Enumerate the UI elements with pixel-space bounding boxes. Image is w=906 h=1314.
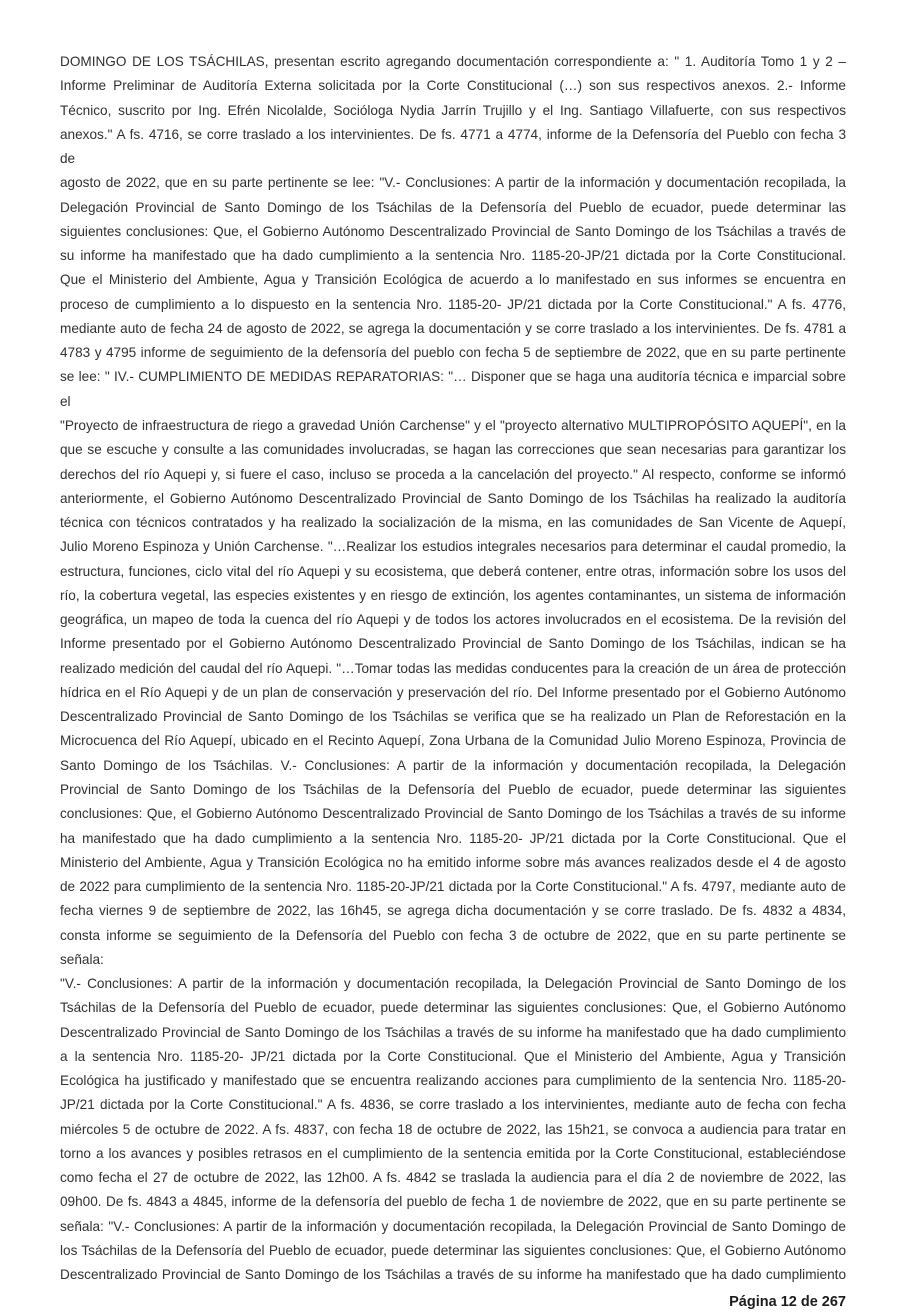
text-line: Técnico, suscrito por Ing. Efrén Nicolalde, Socióloga Nydia Jarrín Trujillo y el Ing. Santiago Villafuerte, con sus respectivos — [60, 102, 846, 118]
text-line: a la sentencia Nro. 1185-20- JP/21 dictada por la Corte Constitucional. Que el Ministerio del Ambiente, Agua y Transición — [60, 1048, 846, 1064]
text-line: "V.- Conclusiones: A partir de la información y documentación recopilada, la Delegación Provincial de Santo Domingo de los — [60, 976, 846, 992]
text-line: los Tsáchilas de la Defensoría del Pueblo de ecuador, puede determinar las siguientes conclusiones: Que, el Gobierno Autónomo — [60, 1243, 846, 1259]
text-line: proceso de cumplimiento a lo dispuesto en la sentencia Nro. 1185-20- JP/21 dictada por la Corte Constitucional." A fs. 4776, — [60, 296, 846, 312]
text-line: Ministerio del Ambiente, Agua y Transición Ecológica no ha emitido informe sobre más avances realizados desde el 4 de agosto — [60, 854, 846, 870]
text-line: geográfica, un mapeo de toda la cuenca del río Aquepi y de todos los actores involucrados en el ecosistema. De la revisión del — [60, 612, 846, 628]
text-line: río, la cobertura vegetal, las especies existentes y en riesgo de extinción, los agentes contaminantes, un sistema de información — [60, 587, 846, 603]
text-line: torno a los avances y posibles retrasos en el cumplimiento de la sentencia emitida por la Corte Constitucional, estableciéndose — [60, 1145, 846, 1161]
text-line: Julio Moreno Espinoza y Unión Carchense. "…Realizar los estudios integrales necesarios para determinar el caudal promedio, la — [60, 539, 846, 555]
text-line: Microcuenca del Río Aquepí, ubicado en el Recinto Aquepí, Zona Urbana de la Comunidad Julio Moreno Espinoza, Provincia de — [60, 733, 846, 749]
text-line: Delegación Provincial de Santo Domingo de los Tsáchilas de la Defensoría del Pueblo de ecuador, puede determinar las — [60, 199, 846, 215]
text-line: Provincial de Santo Domingo de los Tsáchilas de la Defensoría del Pueblo de ecuador, puede determinar las siguientes — [60, 781, 846, 797]
page-number: Página 12 de 267 — [729, 1293, 846, 1310]
text-line: JP/21 dictada por la Corte Constitucional." A fs. 4836, se corre traslado a los intervinientes, mediante auto de fecha con fecha — [60, 1097, 846, 1113]
text-line: "Proyecto de infraestructura de riego a gravedad Unión Carchense" y el "proyecto alternativo MULTIPROPÓSITO AQUEPÍ", en la — [60, 417, 846, 433]
text-line: consta informe se seguimiento de la Defensoría del Pueblo con fecha 3 de octubre de 2022, que en su parte pertinente se señala: — [60, 927, 846, 967]
text-line: fecha viernes 9 de septiembre de 2022, las 16h45, se agrega dicha documentación y se corre traslado. De fs. 4832 a 4834, — [60, 903, 846, 919]
text-line: como fecha el 27 de octubre de 2022, las 12h00. A fs. 4842 se traslada la audiencia para el día 2 de noviembre de 2022, las — [60, 1170, 846, 1186]
text-line: Informe presentado por el Gobierno Autónomo Descentralizado Provincial de Santo Domingo de los Tsáchilas, indican se ha — [60, 636, 846, 652]
text-line: de 2022 para cumplimiento de la sentencia Nro. 1185-20-JP/21 dictada por la Corte Constitucional." A fs. 4797, mediante auto de — [60, 879, 846, 895]
text-line: Descentralizado Provincial de Santo Domingo de los Tsáchilas a través de su informe ha manifestado que ha dado cumplimiento — [60, 1267, 846, 1283]
text-line: anexos." A fs. 4716, se corre traslado a los intervinientes. De fs. 4771 a 4774, informe de la Defensoría del Pueblo con fecha 3 de — [60, 126, 846, 167]
text-line: agosto de 2022, que en su parte pertinente se lee: "V.- Conclusiones: A partir de la información y documentación recopilada, la — [60, 175, 846, 191]
text-line: se lee: " IV.- CUMPLIMIENTO DE MEDIDAS REPARATORIAS: "… Disponer que se haga una auditoría técnica e imparcial sobre el — [60, 369, 846, 409]
text-line: mediante auto de fecha 24 de agosto de 2022, se agrega la documentación y se corre traslado a los intervinientes. De fs. 4781 a — [60, 320, 846, 336]
text-line: Que el Ministerio del Ambiente, Agua y Transición Ecológica de acuerdo a lo manifestado en sus informes se encuentra en — [60, 272, 846, 288]
text-line: que se escuche y consulte a las comunidades involucradas, se hagan las correcciones que sean necesarias para garantizar los — [60, 442, 846, 458]
text-line: Tsáchilas de la Defensoría del Pueblo de ecuador, puede determinar las siguientes conclusiones: Que, el Gobierno Autónomo — [60, 1000, 846, 1016]
text-line: Descentralizado Provincial de Santo Domingo de los Tsáchilas se verifica que se ha realizado un Plan de Reforestación en la — [60, 709, 846, 725]
text-line: Descentralizado Provincial de Santo Domingo de los Tsáchilas a través de su informe ha manifestado que ha dado cumplimiento — [60, 1024, 846, 1040]
text-line: miércoles 5 de octubre de 2022. A fs. 4837, con fecha 18 de octubre de 2022, las 15h21, se convoca a audiencia para tratar en — [60, 1121, 846, 1137]
text-line: señala: "V.- Conclusiones: A partir de la información y documentación recopilada, la Delegación Provincial de Santo Domingo de — [60, 1218, 846, 1234]
text-line: siguientes conclusiones: Que, el Gobierno Autónomo Descentralizado Provincial de Santo Domingo de los Tsáchilas a través de — [60, 223, 846, 239]
text-line: realizado medición del caudal del río Aquepi. "…Tomar todas las medidas conducentes para la creación de un área de protección — [60, 660, 846, 676]
document-body — [60, 50, 846, 1288]
text-line: Informe Preliminar de Auditoría Externa solicitada por la Corte Constitucional (…) son sus respectivos anexos. 2.- Informe — [60, 78, 846, 94]
text-line: anteriormente, el Gobierno Autónomo Descentralizado Provincial de Santo Domingo de los Tsáchilas ha realizado la auditoría — [60, 490, 846, 506]
text-line: conclusiones: Que, el Gobierno Autónomo Descentralizado Provincial de Santo Domingo de los Tsáchilas a través de su informe — [60, 806, 846, 822]
text-line: ha manifestado que ha dado cumplimiento a la sentencia Nro. 1185-20- JP/21 dictada por la Corte Constitucional. Que el — [60, 830, 846, 846]
text-line: 4783 y 4795 informe de seguimiento de la defensoría del pueblo con fecha 5 de septiembre de 2022, que en su parte pertinente — [60, 345, 846, 361]
text-line: hídrica en el Río Aquepi y de un plan de conservación y preservación del río. Del Informe presentado por el Gobierno Autónomo — [60, 684, 846, 700]
text-line: derechos del río Aquepi y, si fuere el caso, incluso se proceda a la cancelación del proyecto." Al respecto, conforme se informó — [60, 466, 846, 482]
text-line: 09h00. De fs. 4843 a 4845, informe de la defensoría del pueblo de fecha 1 de noviembre de 2022, que en su parte pertinente se — [60, 1194, 846, 1210]
text-line: DOMINGO DE LOS TSÁCHILAS, presentan escrito agregando documentación correspondiente a: " 1. Auditoría Tomo 1 y 2 – — [60, 54, 846, 69]
text-line: Santo Domingo de los Tsáchilas. V.- Conclusiones: A partir de la información y documentación recopilada, la Delegación — [60, 757, 846, 773]
text-line: su informe ha manifestado que ha dado cumplimiento a la sentencia Nro. 1185-20-JP/21 dictada por la Corte Constitucional. — [60, 248, 846, 264]
text-line: estructura, funciones, ciclo vital del río Aquepi y su ecosistema, que deberá contener, entre otras, información sobre los usos del — [60, 563, 846, 579]
text-line: Ecológica ha justificado y manifestado que se encuentra realizando acciones para cumplimiento de la sentencia Nro. 1185-20- — [60, 1073, 846, 1089]
text-line: técnica con técnicos contratados y ha realizado la socialización de la misma, en las comunidades de San Vicente de Aquepí, — [60, 515, 846, 531]
